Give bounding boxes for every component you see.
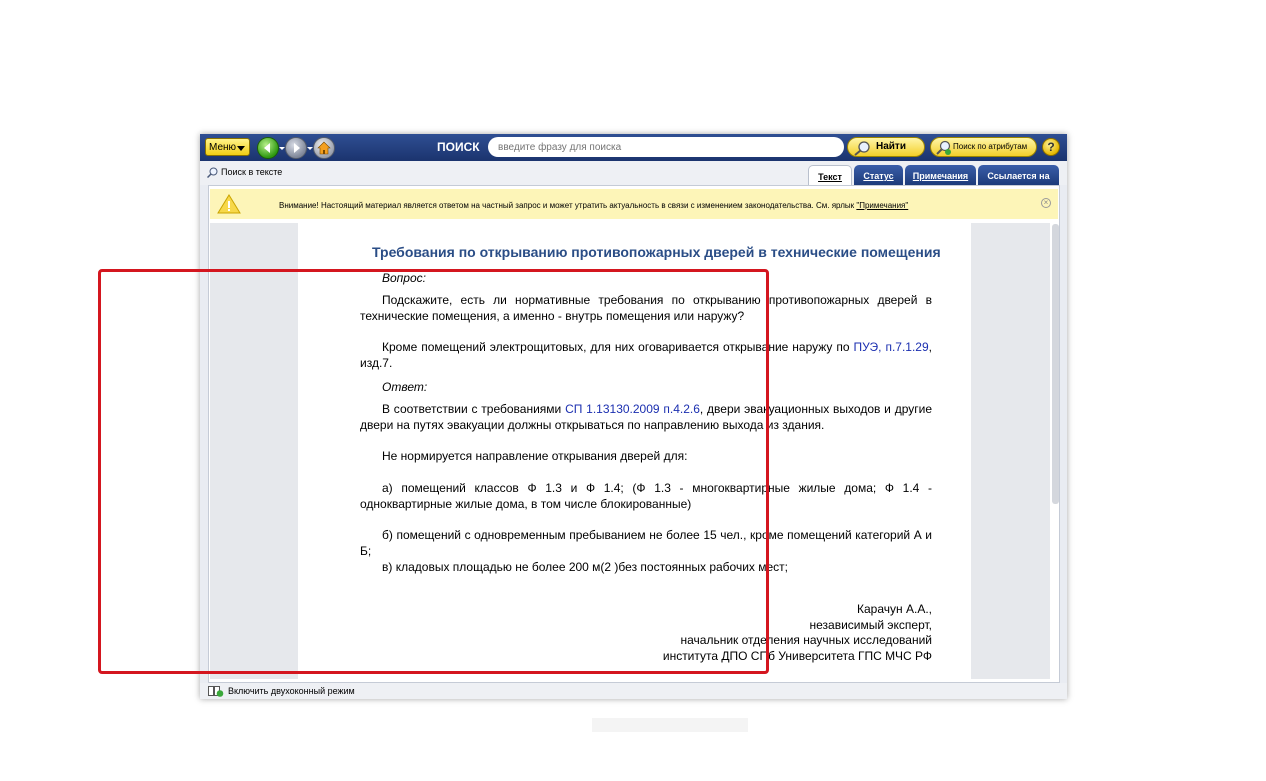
home-button[interactable]: [313, 137, 335, 159]
highlight-frame: [98, 269, 769, 674]
signature-role-3: института ДПО СПб Университета ГПС МЧС РФ: [662, 649, 932, 663]
sp-link[interactable]: СП 1.13130.2009 п.4.2.6: [565, 402, 700, 416]
search-icon: [853, 140, 873, 156]
search-input[interactable]: [488, 137, 844, 157]
paragraph-c: в) кладовых площадью не более 200 м(2 )без постоянных рабочих мест;: [382, 560, 789, 574]
signature-name: Карачун А.А.,: [857, 602, 932, 616]
question-paragraph: Подскажите, есть ли нормативные требования по открыванию противопожарных дверей в технические помещения, а именно - внутрь помещения или наружу?: [360, 293, 932, 323]
paragraph-requirements: В соответствии с требованиями СП 1.13130.2009 п.4.2.6, двери эвакуационных выходов и другие двери на путях эвакуации должны открываться по направлению выхода из здания.: [360, 402, 932, 432]
warning-icon: [217, 194, 241, 214]
forward-button[interactable]: [285, 137, 307, 159]
help-icon: ?: [1047, 140, 1055, 154]
bottom-bar: [200, 683, 1067, 699]
search-icon: [207, 167, 218, 178]
vertical-scrollbar[interactable]: [1052, 224, 1059, 504]
document-title: Требования по открыванию противопожарных дверей в технические помещения: [372, 244, 941, 260]
warning-text: [279, 201, 908, 210]
tab-status[interactable]: Статус: [854, 165, 903, 185]
paragraph-electrical: Кроме помещений электрощитовых, для них оговаривается открывание наружу по ПУЭ, п.7.1.29, изд.7.: [360, 340, 932, 370]
signature-role-2: начальник отделения научных исследований: [680, 633, 932, 647]
attribute-search-icon: [936, 140, 952, 156]
back-button[interactable]: [257, 137, 279, 159]
attribute-search-label: Поиск по атрибутам: [953, 142, 1028, 151]
warning-banner: [210, 189, 1058, 219]
question-label: Вопрос:: [382, 271, 426, 285]
notes-link[interactable]: "Примечания": [856, 201, 909, 210]
find-label: Найти: [876, 141, 906, 152]
bottom-strip: [592, 718, 748, 732]
pue-link[interactable]: ПУЭ, п.7.1.29: [853, 340, 929, 354]
search-title: ПОИСК: [437, 140, 480, 154]
tab-text[interactable]: Текст: [808, 165, 852, 185]
attribute-search-button[interactable]: [930, 137, 1037, 157]
close-icon[interactable]: ×: [1041, 198, 1051, 208]
tab-references[interactable]: Ссылается на: [978, 165, 1059, 185]
two-window-icon: [208, 686, 224, 697]
arrow-right-icon: [289, 141, 303, 155]
warning-message: Внимание! Настоящий материал является ответом на частный запрос и может утратить актуальность в связи с изменением законодательства. См. ярлык: [279, 201, 857, 210]
find-button[interactable]: [847, 137, 925, 157]
tab-notes[interactable]: Примечания: [905, 165, 976, 185]
arrow-left-icon: [261, 141, 275, 155]
chevron-down-icon: [237, 146, 245, 151]
two-window-label: Включить двухоконный режим: [228, 686, 355, 696]
paragraph-a: а) помещений классов Ф 1.3 и Ф 1.4; (Ф 1.3 - многоквартирные жилые дома; Ф 1.4 - одноквартирные жилые дома, в том числе блокированные): [360, 481, 932, 511]
top-toolbar: [200, 134, 1067, 161]
paragraph-b: б) помещений с одновременным пребыванием не более 15 чел., кроме помещений категорий А и Б;: [360, 528, 932, 558]
home-icon: [317, 141, 331, 155]
menu-button[interactable]: [205, 138, 250, 156]
help-button[interactable]: [1042, 138, 1060, 156]
search-in-text-label: Поиск в тексте: [221, 167, 283, 177]
signature-role-1: независимый эксперт,: [809, 618, 932, 632]
answer-label: Ответ:: [382, 380, 428, 394]
paragraph-not-regulated: Не нормируется направление открывания дверей для:: [382, 449, 688, 463]
menu-label: Меню: [209, 142, 237, 153]
